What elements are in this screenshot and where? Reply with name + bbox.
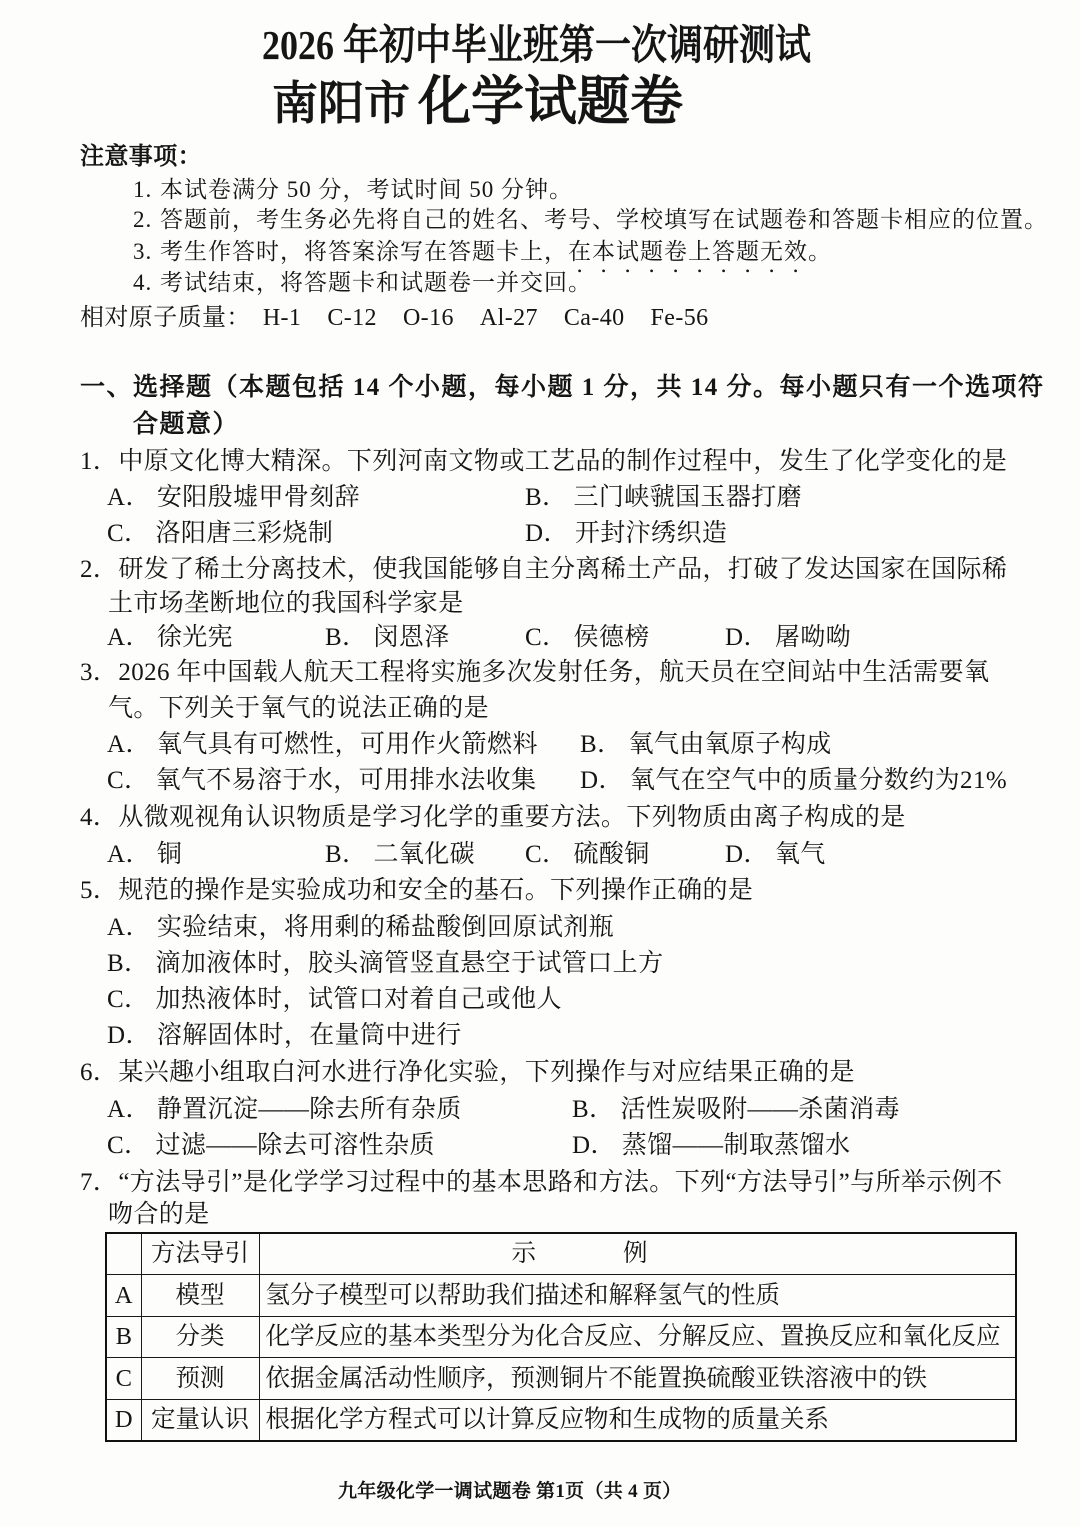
option-text: 活性炭吸附——杀菌消毒 [620,1096,900,1123]
option-b [325,620,450,656]
notice-item-number: 1. [133,177,153,202]
option-text: 三门峡虢国玉器打磨 [573,484,803,511]
notice-item-emphasis: 在本试题卷上答题无效 [568,239,808,264]
atomic-mass-line [80,301,735,335]
option-text: 闵恩泽 [373,624,450,651]
option-text: 滴加液体时，胶头滴管竖直悬空于试管口上方 [155,950,664,977]
question-stem [80,552,1007,588]
option-label: B． [580,731,623,758]
option-label: A． [107,1096,151,1123]
notice-item-number: 2. [133,207,153,232]
paper-title [272,72,683,142]
option-d [725,620,851,656]
option-text: 二氧化碳 [373,841,476,868]
option-text: 洛阳唐三彩烧制 [155,520,334,547]
question-stem-line: 从微观视角认识物质是学习化学的重要方法。下列物质由离子构成的是 [118,804,906,831]
table-cell-method: 定量认识 [141,1399,259,1441]
option-c [107,982,562,1018]
option-label: B． [325,841,368,868]
table-header-method: 方法导引 [141,1233,259,1275]
option-text: 加热液体时，试管口对着自己或他人 [155,986,562,1013]
question-stem [80,1055,855,1091]
question-number: 6． [80,1059,119,1086]
question-stem-line: 某兴趣小组取白河水进行净化实验，下列操作与对应结果正确的是 [118,1059,855,1086]
option-c [525,620,650,656]
table-header-row [106,1233,1016,1275]
option-label: D． [572,1132,616,1159]
table-row [106,1358,1016,1400]
page-footer: 九年级化学一调试题卷 第1页（共 4 页） [338,1481,682,1502]
question-stem [80,1165,1003,1201]
table-cell-key: C [106,1358,141,1400]
question-stem-line: 吻合的是 [108,1201,210,1228]
table-cell-method: 模型 [141,1275,259,1317]
question-number: 5． [80,877,119,904]
table-cell-example: 依据金属活动性顺序，预测铜片不能置换硫酸亚铁溶液中的铁 [259,1358,1016,1400]
atomic-mass-value: H-1 [262,305,302,331]
question-number: 7． [80,1169,119,1196]
option-label: B． [525,484,568,511]
option-a [107,1092,462,1128]
option-label: A． [107,841,151,868]
option-a [107,727,538,763]
notice-item [133,203,1048,237]
table-cell-key: A [106,1275,141,1317]
question-number: 3． [80,659,119,686]
option-text: 实验结束，将用剩的稀盐酸倒回原试剂瓶 [156,914,615,941]
option-c [107,516,333,552]
option-b [572,1092,900,1128]
option-label: C． [107,520,150,547]
notice-item-text: 本试卷满分 50 分，考试时间 50 分钟。 [160,177,573,202]
option-c [107,763,537,799]
option-text: 氧气由氧原子构成 [628,731,832,758]
table-row [106,1399,1016,1441]
atomic-mass-value: C-12 [327,305,377,331]
option-b [107,946,664,982]
notice-item-number: 3. [133,239,153,264]
option-label: A． [107,731,151,758]
option-text: 氧气在空气中的质量分数约为21% [629,767,1008,794]
atomic-mass-value: Ca-40 [563,305,625,331]
option-label: B． [325,624,368,651]
question-stem [80,655,989,691]
notice-item-text: 答题前，考生务必先将自己的姓名、考号、学校填写在试题卷和答题卡相应的位置。 [160,207,1048,232]
option-text: 侯德榜 [573,624,650,651]
notice-item-text: 考生作答时，将答案涂写在答题卡上， [160,239,568,264]
atomic-mass-value: O-16 [402,305,454,331]
option-text: 过滤——除去可溶性杂质 [155,1132,435,1159]
table-row [106,1316,1016,1358]
table-header-example: 示例 [259,1233,1016,1275]
option-b [325,837,475,873]
method-table [105,1232,1017,1442]
question-number: 4． [80,804,119,831]
table-cell-method: 分类 [141,1316,259,1358]
question-stem-line: 研发了稀土分离技术，使我国能够自主分离稀土产品，打破了发达国家在国际稀 [118,556,1008,583]
option-label: D． [580,767,624,794]
table-row [106,1275,1016,1317]
paper-title-subject: 化学试题卷 [418,73,683,131]
option-label: A． [107,914,151,941]
atomic-mass-label: 相对原子质量： [80,305,251,331]
option-text: 氧气具有可燃性，可用作火箭燃料 [156,731,538,758]
option-label: D． [525,520,569,547]
table-cell-method: 预测 [141,1358,259,1400]
atomic-mass-value: Fe-56 [650,305,709,331]
table-cell-example: 根据化学方程式可以计算反应物和生成物的质量关系 [259,1399,1016,1441]
option-b [580,727,832,763]
notice-heading: 注意事项： [80,144,202,170]
option-d [572,1128,850,1164]
option-text: 蒸馏——制取蒸馏水 [621,1132,851,1159]
option-a [107,620,233,656]
option-label: D． [725,624,769,651]
notice-item [133,173,573,207]
option-text: 硫酸铜 [573,841,650,868]
notice-item-number: 4. [133,270,153,295]
option-text: 安阳殷墟甲骨刻辞 [156,484,361,511]
option-d [580,763,1007,799]
option-label: C． [525,841,568,868]
option-c [525,837,650,873]
option-label: D． [107,1022,151,1049]
notice-item [133,266,592,300]
option-text: 氧气不易溶于水，可用排水法收集 [155,767,537,794]
option-d [525,516,727,552]
option-a [107,837,182,873]
notice-item-text-end: 。 [808,239,832,264]
question-number: 2． [80,556,119,583]
question-stem-line: 中原文化博大精深。下列河南文物或工艺品的制作过程中，发生了化学变化的是 [118,448,1008,475]
option-text: 静置沉淀——除去所有杂质 [156,1096,462,1123]
question-stem-line: 气。下列关于氧气的说法正确的是 [108,695,490,722]
option-text: 氧气 [774,841,826,868]
section-heading: 一、选择题（本题包括 14 个小题，每小题 1 分，共 14 分。每小题只有一个选项符 [80,374,1045,401]
option-c [107,1128,435,1164]
option-label: A． [107,484,151,511]
option-d [725,837,826,873]
option-a [107,910,614,946]
question-stem-line: “方法导引”是化学学习过程中的基本思路和方法。下列“方法导引”与所举示例不 [118,1169,1003,1196]
table-cell-key: D [106,1399,141,1441]
atomic-mass-value: Al-27 [479,305,538,331]
option-label: B． [107,950,150,977]
question-stem-line: 土市场垄断地位的我国科学家是 [108,590,464,617]
option-label: C． [107,986,150,1013]
option-text: 徐光宪 [156,624,234,651]
question-stem [80,873,753,909]
option-d [107,1018,462,1054]
table-cell-example: 氢分子模型可以帮助我们描述和解释氢气的性质 [259,1275,1016,1317]
option-label: D． [725,841,769,868]
option-a [107,480,360,516]
table-cell-example: 化学反应的基本类型分为化合反应、分解反应、置换反应和氧化反应 [259,1316,1016,1358]
option-label: B． [572,1096,615,1123]
option-b [525,480,802,516]
option-text: 屠呦呦 [774,624,852,651]
question-number: 1． [80,448,119,475]
option-text: 溶解固体时，在量筒中进行 [156,1022,462,1049]
option-label: A． [107,624,151,651]
question-stem [80,800,906,836]
option-text: 铜 [156,841,183,868]
notice-item-text: 考试结束，将答题卡和试题卷一并交回。 [160,270,592,295]
table-cell-key: B [106,1316,141,1358]
paper-title-city: 南阳市 [272,78,410,129]
question-stem-line: 2026 年中国载人航天工程将实施多次发射任务，航天员在空间站中生活需要氧 [118,659,990,686]
option-text: 开封汴绣织造 [574,520,728,547]
option-label: C． [107,1132,150,1159]
table-header-corner [106,1233,141,1275]
option-label: C． [107,767,150,794]
option-label: C． [525,624,568,651]
exam-title: 2026 年初中毕业班第一次调研测试 [262,22,812,68]
section-heading-continued: 合题意） [133,411,240,438]
question-stem-line: 规范的操作是实验成功和安全的基石。下列操作正确的是 [118,877,754,904]
question-stem [80,444,1007,480]
